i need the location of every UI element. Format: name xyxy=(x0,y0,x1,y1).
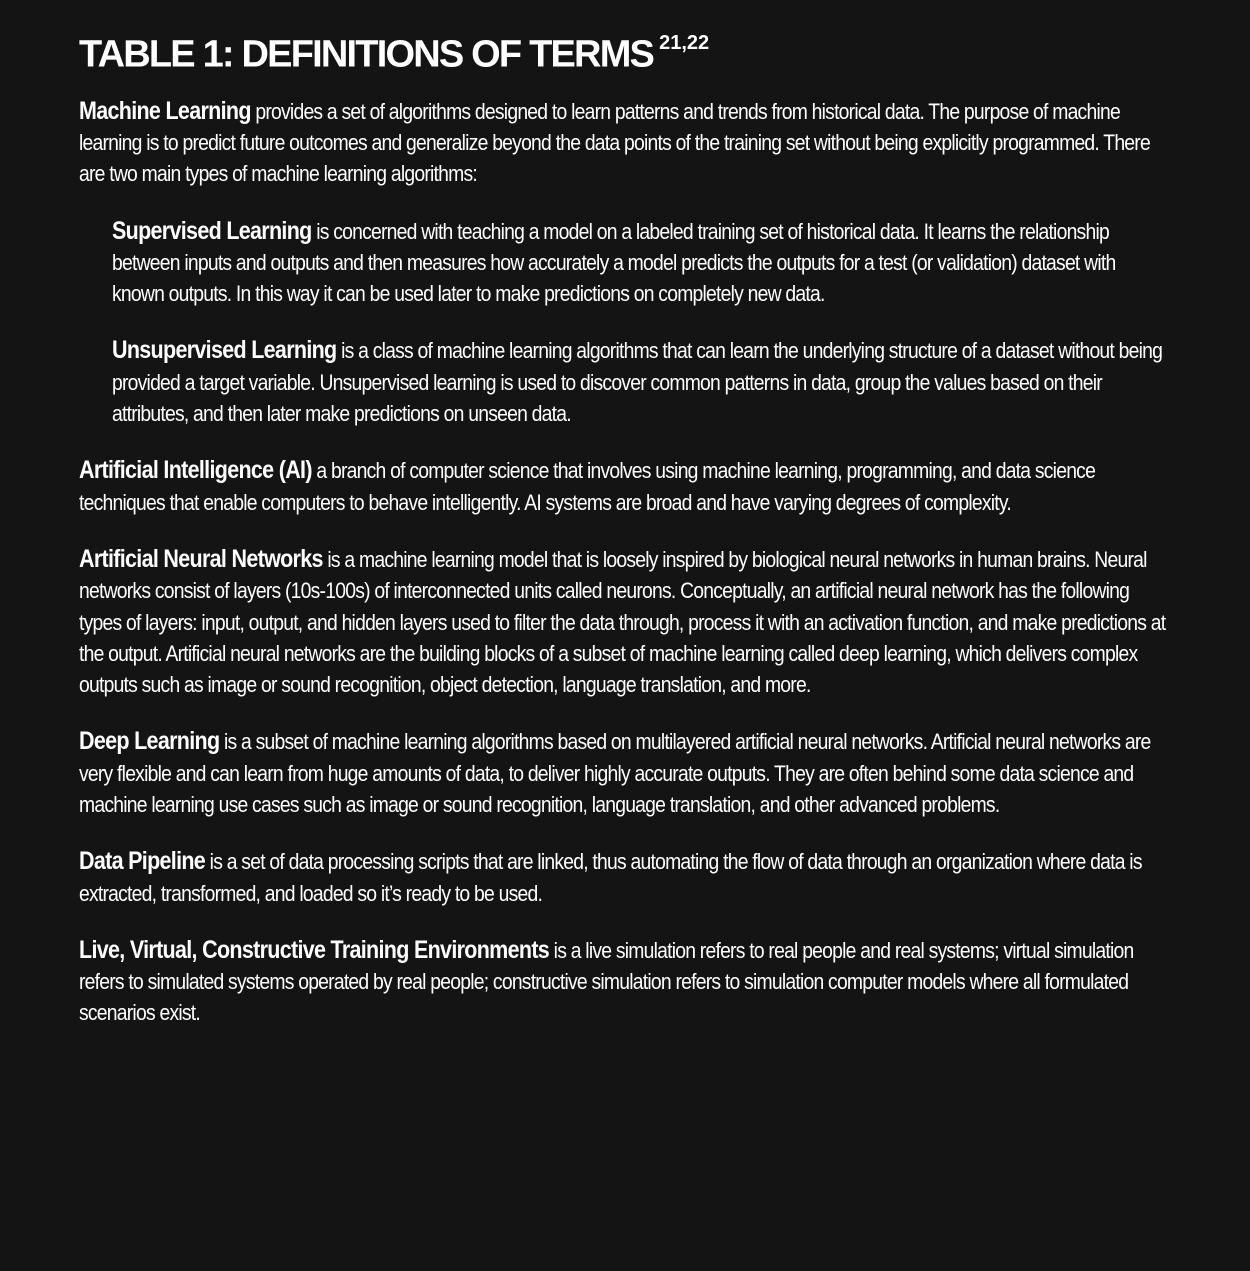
definition-lvc-training-environments: is a live simulation refers to real people and real systems; virtual simulation refers to simulated systems operated by real people; constructive simulation refers to simulation computer models where all formulated scenarios exist. xyxy=(79,937,1134,1026)
definition-supervised-learning: is concerned with teaching a model on a labeled training set of historical data. It learns the relationship between inputs and outputs and then measures how accurately a model predicts the outputs for a test (or validation) dataset with known outputs. In this way it can be used later to make predictions on completely new data. xyxy=(112,218,1116,307)
entry-unsupervised-learning xyxy=(112,335,1170,429)
definition-artificial-intelligence: a branch of computer science that involves using machine learning, programming, and data science techniques that enable computers to behave intelligently. AI systems are broad and have varying degrees of complexity. xyxy=(79,458,1096,515)
entry-artificial-intelligence xyxy=(79,455,1169,518)
entry-deep-learning xyxy=(79,726,1169,820)
definition-deep-learning: is a subset of machine learning algorithms based on multilayered artificial neural networks. Artificial neural networks are very flexible and can learn from huge amounts of data, to deliver highly accurate outputs. They are often behind some data science and machine learning use cases such as image or sound recognition, language translation, and other advanced problems. xyxy=(79,729,1151,817)
term-machine-learning: Machine Learning xyxy=(79,96,251,125)
term-artificial-neural-networks: Artificial Neural Networks xyxy=(79,544,323,573)
term-deep-learning: Deep Learning xyxy=(79,727,220,756)
term-artificial-intelligence: Artificial Intelligence (AI) xyxy=(79,456,312,485)
citation-superscript: 21,22 xyxy=(659,32,710,54)
term-unsupervised-learning: Unsupervised Learning xyxy=(112,336,337,365)
entry-data-pipeline xyxy=(79,846,1169,909)
term-lvc-training-environments: Live, Virtual, Constructive Training Environments xyxy=(79,935,550,964)
definition-unsupervised-learning: is a class of machine learning algorithms that can learn the underlying structure of a dataset without being provided a target variable. Unsupervised learning is used to discover common patterns in data, group the values based on their attributes, and then later make predictions on unseen data. xyxy=(112,338,1163,427)
definition-data-pipeline: is a set of data processing scripts that are linked, thus automating the flow of data through an organization where data is extracted, transformed, and loaded so it’s ready to be used. xyxy=(79,849,1142,906)
table-title xyxy=(79,24,1169,78)
term-supervised-learning: Supervised Learning xyxy=(112,216,312,245)
definition-machine-learning: provides a set of algorithms designed to learn patterns and trends from historical data. The purpose of machine learning is to predict future outcomes and generalize beyond the data points of the training set without being explicitly programmed. There are two main types of machine learning algorithms: xyxy=(79,98,1150,187)
entry-supervised-learning xyxy=(112,216,1170,310)
definition-artificial-neural-networks: is a machine learning model that is loosely inspired by biological neural networks in human brains. Neural networks consist of layers (10s-100s) of interconnected units called neurons. Conceptually, an artificial neural network has the following types of layers: input, output, and hidden layers used to filter the data through, process it with an activation function, and make predictions at the output. Artificial neural networks are the building blocks of a subset of machine learning called deep learning, which delivers complex outputs such as image or sound recognition, object detection, language translation, and more. xyxy=(79,546,1166,698)
entry-machine-learning xyxy=(79,96,1169,190)
definitions-table xyxy=(79,24,1169,1055)
term-data-pipeline: Data Pipeline xyxy=(79,847,206,876)
entry-lvc-training-environments xyxy=(79,935,1169,1029)
table-title-text: TABLE 1: DEFINITIONS OF TERMS xyxy=(79,33,654,76)
entry-artificial-neural-networks xyxy=(79,544,1169,700)
